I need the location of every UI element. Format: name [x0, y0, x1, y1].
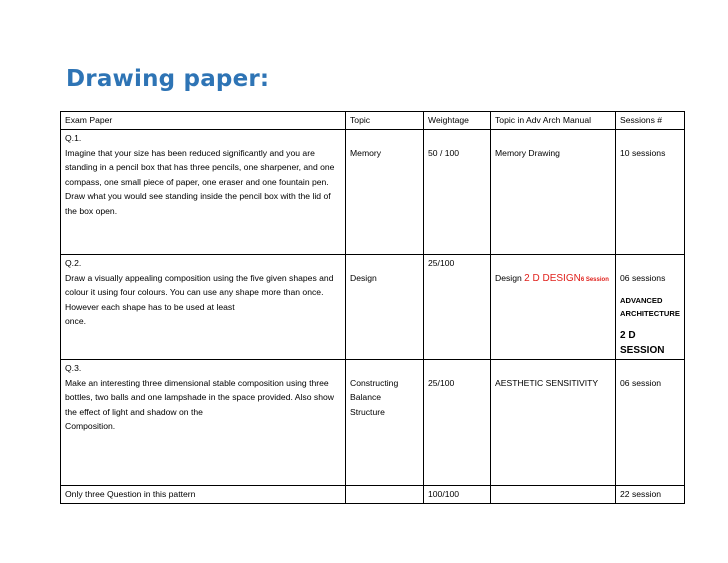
q2-sessions: 06 sessions: [620, 272, 666, 283]
q1-number: Q.1.: [65, 133, 82, 143]
q3-question-tail: Composition.: [65, 421, 116, 432]
q2-topic-cell: [346, 255, 424, 360]
q3-question-text: Make an interesting three dimensional stable composition using three bottles, two balls and one lampshade in the space provided. Also show the effect of light and shadow on the: [65, 377, 334, 417]
header-exam-paper: Exam Paper: [61, 112, 346, 130]
q2-sessions-note-line2: ARCHITECTURE: [620, 309, 680, 319]
exam-pattern-table: [60, 111, 685, 504]
q1-manual-topic: Memory Drawing: [495, 147, 560, 158]
q1-weightage-cell: [424, 130, 491, 255]
q2-manual-topic-highlight: 2 D DESIGN: [524, 272, 581, 284]
q1-topic-cell: [346, 130, 424, 255]
q1-manual-topic-cell: [491, 130, 616, 255]
q3-question-cell: [61, 360, 346, 486]
table-total-row: [61, 486, 685, 504]
q1-question-cell: [61, 130, 346, 255]
q3-topic-line3: Structure: [350, 406, 385, 417]
total-sessions: 22 session: [616, 486, 685, 504]
q2-question-tail: once.: [65, 316, 87, 327]
q2-sessions-note-line1: ADVANCED: [620, 296, 663, 306]
table-row-q3: [61, 360, 685, 486]
q3-sessions: 06 session: [620, 377, 662, 388]
q3-sessions-cell: [616, 360, 685, 486]
q1-question-text: Imagine that your size has been reduced significantly and you are standing in a pencil box that has three pencils, one sharpener, and one compass, one small piece of paper, one eraser and one fountain pen. Draw what you would see standing inside the pencil box with the lid of the box open.: [65, 147, 335, 216]
q2-sessions-session-label: 2 D SESSION: [620, 330, 665, 356]
total-label: Only three Question in this pattern: [61, 486, 346, 504]
q1-weightage: 50 / 100: [428, 147, 460, 158]
total-topic: [346, 486, 424, 504]
q3-topic-cell: [346, 360, 424, 486]
q2-number: Q.2.: [65, 258, 82, 268]
header-sessions: Sessions #: [616, 112, 685, 130]
q1-topic: Memory: [350, 147, 382, 158]
table-row-q2: [61, 255, 685, 360]
table-row-q1: [61, 130, 685, 255]
q3-weightage-cell: [424, 360, 491, 486]
table-header-row: [61, 112, 685, 130]
q2-manual-topic-prefix: Design: [495, 272, 522, 283]
q3-manual-topic: AESTHETIC SENSITIVITY: [495, 377, 599, 388]
header-weightage: Weightage: [424, 112, 491, 130]
q2-question-text: Draw a visually appealing composition using the five given shapes and colour it using four colours. You can use any shape more than once. However each shape has to be used at least: [65, 272, 334, 312]
q1-sessions: 10 sessions: [620, 147, 666, 158]
q2-manual-topic-small: 6 Session: [580, 276, 609, 283]
q2-weightage-cell: [424, 255, 491, 360]
q2-question-cell: [61, 255, 346, 360]
page-title: Drawing paper:: [66, 66, 270, 92]
q2-manual-topic-cell: [491, 255, 616, 360]
total-weightage: 100/100: [424, 486, 491, 504]
q2-sessions-cell: [616, 255, 685, 360]
q3-manual-topic-cell: [491, 360, 616, 486]
q3-topic-line1: Constructing: [350, 377, 399, 388]
q2-weightage: 25/100: [428, 258, 455, 268]
q1-sessions-cell: [616, 130, 685, 255]
q2-topic: Design: [350, 272, 377, 283]
q3-weightage: 25/100: [428, 377, 455, 388]
q3-topic-line2: Balance: [350, 392, 382, 403]
q3-number: Q.3.: [65, 363, 82, 373]
total-manual-topic: [491, 486, 616, 504]
q2-sessions-note: [620, 294, 680, 320]
header-topic: Topic: [346, 112, 424, 130]
header-manual-topic: Topic in Adv Arch Manual: [491, 112, 616, 130]
